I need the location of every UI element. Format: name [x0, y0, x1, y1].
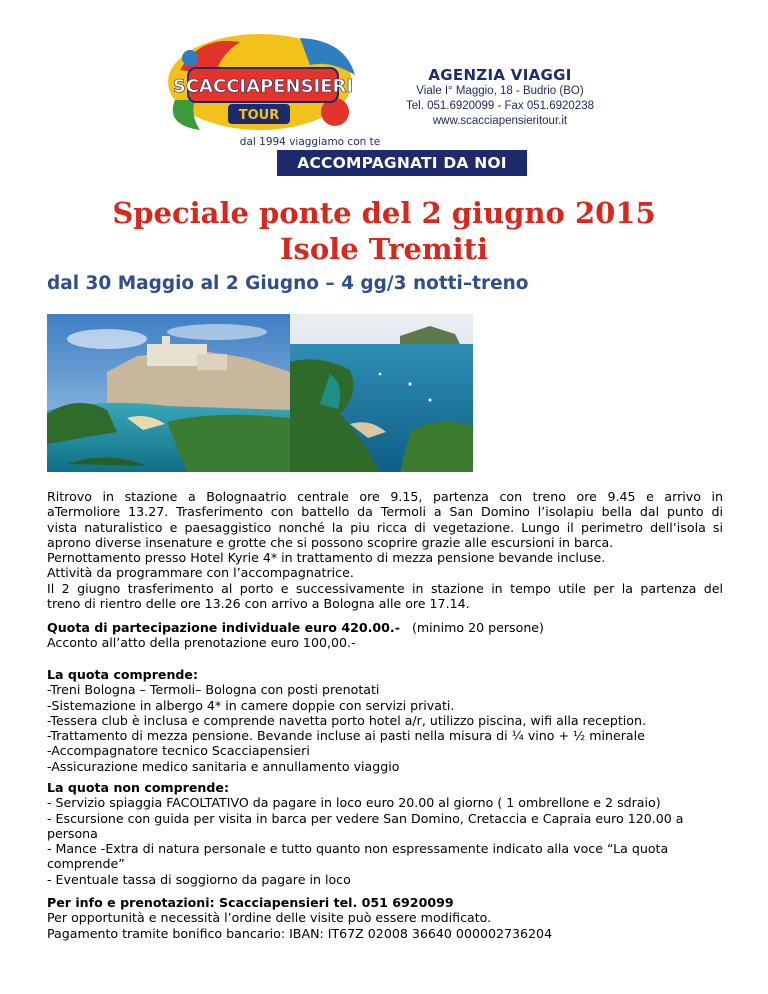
- itinerary-line: aTermoliore 13.27. Trasferimento con battello da Termoli a San Domino l’isolapiu bella dal punto di: [47, 504, 723, 520]
- list-item: comprende”: [47, 856, 125, 872]
- scacciapensieri-logo: [160, 30, 390, 150]
- excludes-block: [47, 780, 723, 887]
- accompagnati-banner: ACCOMPAGNATI DA NOI: [277, 150, 527, 176]
- itinerary-block: [47, 489, 723, 611]
- itinerary-line: treno di rientro delle ore 13.26 con arrivo a Bologna alle ore 17.14.: [47, 596, 470, 612]
- price-line: [47, 620, 723, 635]
- info-block: [47, 895, 723, 941]
- list-item: -Sistemazione in albergo 4* in camere doppie con servizi privati.: [47, 697, 455, 713]
- agency-address: Viale I° Maggio, 18 - Budrio (BO): [416, 85, 584, 97]
- photo-san-domino-coast: [290, 314, 473, 472]
- itinerary-line: Attività da programmare con l’accompagnatrice.: [47, 565, 354, 581]
- photo-san-nicola-village: [47, 314, 290, 472]
- info-line: Per opportunità e necessità l’ordine delle visite può essere modificato.: [47, 910, 492, 926]
- agency-website[interactable]: www.scacciapensieritour.it: [432, 115, 568, 127]
- logo-graphic: [160, 30, 390, 150]
- list-item: persona: [47, 825, 98, 841]
- iban-line: Pagamento tramite bonifico bancario: IBAN: IT67Z 02008 36640 000002736204: [47, 925, 553, 941]
- list-item: -Treni Bologna – Termoli– Bologna con posti prenotati: [47, 682, 380, 698]
- list-item: -Assicurazione medico sanitaria e annullamento viaggio: [47, 758, 400, 774]
- list-item: - Escursione con guida per visita in barca per vedere San Domino, Cretaccia e Capraia euro 120.00 a: [47, 810, 684, 826]
- list-item: -Tessera club è inclusa e comprende navetta porto hotel a/r, utilizzo piscina, wifi alla reception.: [47, 712, 646, 728]
- excludes-heading: La quota non comprende:: [47, 780, 229, 795]
- includes-block: [47, 667, 723, 774]
- list-item: - Mance -Extra di natura personale e tutto quanto non espressamente indicato alla voce “La quota: [47, 841, 669, 857]
- info-heading: Per info e prenotazioni: Scacciapensieri tel. 051 6920099: [47, 895, 454, 910]
- itinerary-line: vista naturalistico e paesaggistico nonché la piu ricca di vegetazione. Lungo il perimetro dell’isola si: [47, 519, 723, 535]
- page-title-destination: Isole Tremiti: [279, 232, 489, 266]
- logo-slogan: dal 1994 viaggiamo con te: [239, 136, 381, 148]
- deposit-line: Acconto all’atto della prenotazione euro 100,00.-: [47, 635, 356, 651]
- includes-heading: La quota comprende:: [47, 667, 199, 682]
- price-block: [47, 620, 723, 651]
- itinerary-line: aprono diverse insenature e grotte che si possono scoprire grazie alle escursioni in barca.: [47, 534, 614, 550]
- logo-brand-text: SCACCIAPENSIERI: [172, 76, 354, 97]
- page-title: Speciale ponte del 2 giugno 2015: [112, 196, 656, 230]
- price-min-note: (minimo 20 persone): [411, 620, 544, 635]
- itinerary-line: Ritrovo in stazione a Bolognaatrio centrale ore 9.15, partenza con treno ore 9.45 e arrivo in: [47, 489, 723, 504]
- logo-tour-text: TOUR: [238, 108, 280, 123]
- itinerary-line: Pernottamento presso Hotel Kyrie 4* in trattamento di mezza pensione bevande incluse.: [47, 550, 606, 566]
- agency-info: [400, 66, 600, 129]
- list-item: - Servizio spiaggia FACOLTATIVO da pagare in loco euro 20.00 al giorno ( 1 ombrellone e 2 sdraio): [47, 795, 661, 811]
- list-item: - Eventuale tassa di soggiorno da pagare in loco: [47, 871, 351, 887]
- list-item: -Trattamento di mezza pensione. Bevande incluse ai pasti nella misura di ¼ vino + ½ minerale: [47, 728, 645, 744]
- list-item: -Accompagnatore tecnico Scacciapensieri: [47, 743, 310, 759]
- trip-dates: dal 30 Maggio al 2 Giugno – 4 gg/3 notti–treno: [47, 273, 529, 294]
- price-label: Quota di partecipazione individuale euro 420.00.-: [47, 620, 400, 635]
- itinerary-line: Il 2 giugno trasferimento al porto e successivamente in stazione in tempo utile per la partenza del: [47, 580, 723, 596]
- agency-phone: Tel. 051.6920099 - Fax 051.6920238: [406, 100, 594, 112]
- agency-title: AGENZIA VIAGGI: [428, 66, 572, 84]
